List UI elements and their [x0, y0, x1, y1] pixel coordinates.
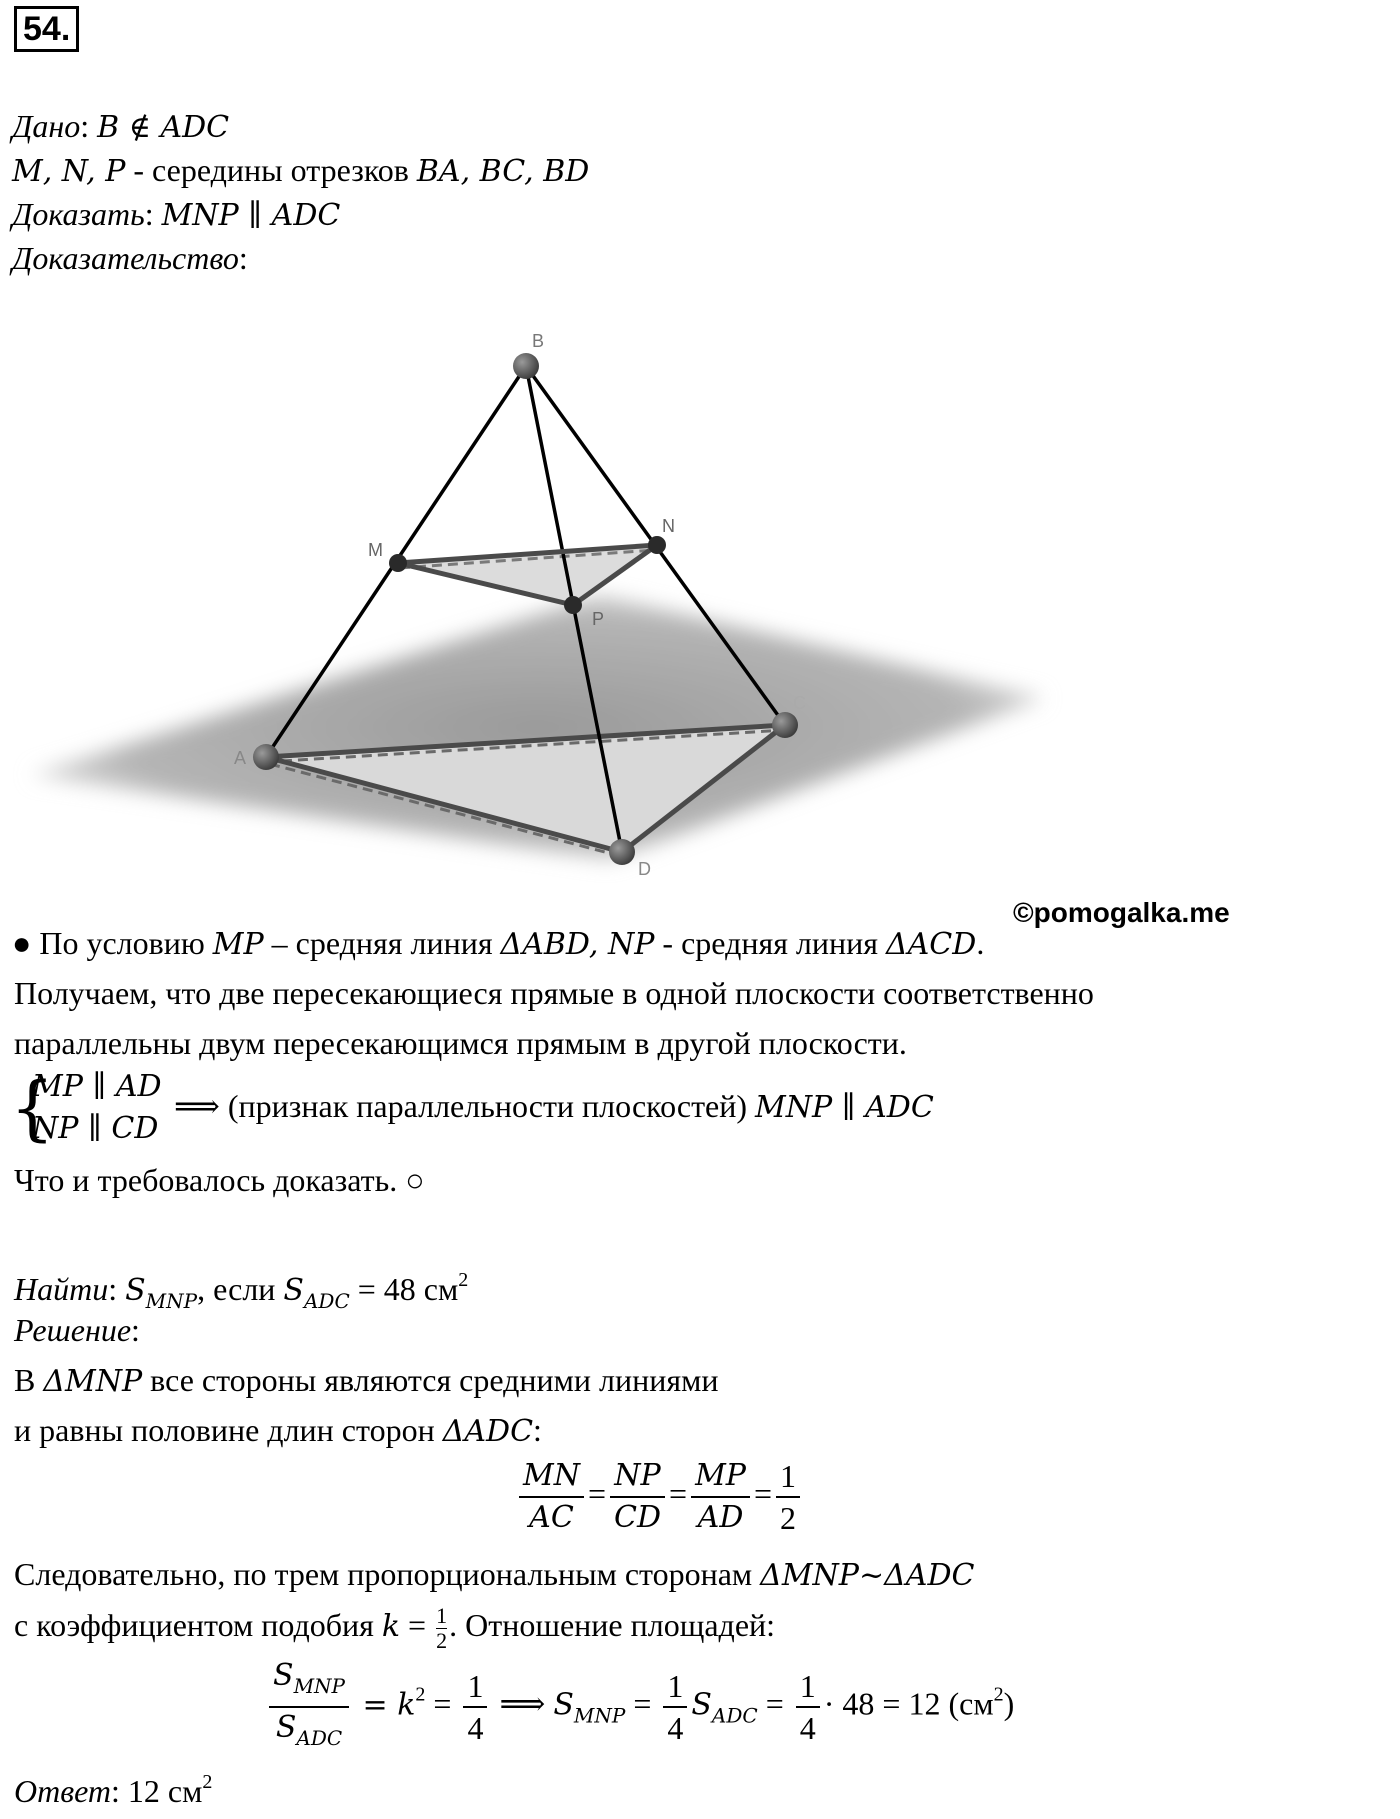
area-q2n: 1 [663, 1666, 687, 1708]
point-a [253, 744, 279, 770]
proof-mp: MP [212, 927, 264, 962]
ratio-cd: CD [614, 1500, 662, 1535]
find-eq: = 48 см [349, 1271, 459, 1307]
point-d [609, 839, 635, 865]
find-label: Найти [14, 1271, 109, 1307]
ratio-one: 1 [776, 1456, 800, 1498]
area-eq2: = [625, 1685, 660, 1722]
answer-line [14, 1762, 212, 1811]
area-s2: S [691, 1687, 712, 1723]
system-brace: { [10, 1067, 55, 1149]
label-d: D [638, 859, 651, 879]
solution-line-3 [14, 1554, 974, 1596]
find-if: , если [197, 1271, 284, 1307]
given-label: Дано [12, 108, 81, 144]
area-tail-sup: 2 [993, 1683, 1004, 1706]
sol2-b: : [533, 1412, 542, 1448]
system-mp-ad: MP ∥ AD [32, 1069, 162, 1104]
system-result: MNP ∥ ADC [755, 1090, 934, 1125]
find-s-sub: MNP [145, 1289, 198, 1313]
problem-number: 54. [14, 6, 79, 52]
area-q2d: 4 [667, 1710, 684, 1746]
ratio-np: NP [610, 1456, 665, 1498]
proof-line-3: параллельны двум пересекающимся прямым в другой плоскости. [14, 1025, 907, 1061]
find-line: Найти: $S_{MNP}$, если $S_{ADC} = 48$ $см^2$ [14, 1269, 469, 1313]
ratio-mn: MN [519, 1456, 584, 1498]
ratio-eq-3: = [753, 1475, 773, 1512]
proof-line-2: Получаем, что две пересекающиеся прямые в одной плоскости соответственно [14, 975, 1094, 1011]
area-q3d: 4 [799, 1710, 816, 1746]
sol1-a: В [14, 1362, 44, 1398]
solution-line-2 [14, 1410, 542, 1452]
pyramid-figure [0, 270, 1400, 879]
ratio-equation [515, 1456, 804, 1538]
area-fd-sub: ADC [296, 1726, 343, 1750]
system-conclusion [174, 1086, 934, 1128]
sol3-sim: ΔMNP~ΔADC [760, 1558, 975, 1593]
area-eq1: = [425, 1685, 460, 1722]
ratio-ad: AD [697, 1500, 744, 1535]
watermark: ©pomogalka.me [1013, 897, 1230, 928]
area-tail: · 48 = 12 (см [823, 1685, 994, 1722]
answer-value: : 12 см [111, 1773, 203, 1809]
solution-heading: Решение: [14, 1312, 140, 1348]
find-s: S [125, 1273, 146, 1308]
label-m: M [368, 540, 383, 560]
sol1-b: все стороны являются средними линиями [142, 1362, 719, 1398]
midpoints-text: - середины отрезков [125, 152, 417, 188]
area-q3n: 1 [796, 1666, 820, 1708]
given-line: Дано: B ∉ ADC [12, 108, 230, 145]
ratio-eq-2: = [669, 1475, 688, 1512]
point-p [564, 596, 582, 614]
ratio-mp: MP [691, 1456, 750, 1498]
find-sup: 2 [458, 1269, 469, 1291]
sol4-fd: 2 [436, 1628, 448, 1653]
point-c [772, 712, 798, 738]
answer-sup: 2 [202, 1771, 213, 1793]
area-q1n: 1 [463, 1666, 487, 1708]
area-arrow: ⟹ [491, 1685, 554, 1722]
area-s: S [553, 1687, 574, 1723]
find-s2: S [283, 1273, 304, 1308]
area-tail-end: ) [1003, 1685, 1015, 1722]
label-c: C [793, 693, 806, 713]
prove-expr: MNP ∥ ADC [161, 198, 341, 233]
ratio-eq-1: = [587, 1475, 607, 1512]
midpoints-line [12, 150, 589, 192]
area-k-sup: 2 [415, 1683, 426, 1706]
midpoints-segments: BA, BC, BD [416, 154, 590, 189]
system-np-cd: NP ∥ CD [32, 1111, 159, 1146]
label-n: N [662, 516, 675, 536]
point-n [648, 536, 666, 554]
midpoints-vars: M, N, P [12, 154, 126, 189]
point-b [513, 353, 539, 379]
sol3-a: Следовательно, по трем пропорциональным сторонам [14, 1556, 761, 1592]
proof-text-b: – средняя линия [263, 925, 501, 961]
area-eq3: = [757, 1685, 792, 1722]
area-equation [265, 1656, 1014, 1758]
system-line-2 [32, 1107, 158, 1149]
ratio-two: 2 [780, 1500, 797, 1536]
solution-line-1 [14, 1360, 718, 1402]
sol4-eq: = [400, 1606, 435, 1643]
proof-text-end: . [976, 925, 985, 961]
solution-line-4 [14, 1604, 775, 1653]
area-k: = k [353, 1687, 416, 1723]
area-s-sub: MNP [573, 1703, 626, 1728]
proof-label: Доказательство [12, 240, 239, 276]
proof-abd: ΔABD, NP [500, 927, 655, 962]
prove-line: Доказать: MNP ∥ ADC [12, 196, 341, 233]
sol4-fn: 1 [436, 1603, 448, 1628]
label-p: P [592, 609, 605, 629]
area-fn: S [273, 1658, 294, 1693]
proof-heading: Доказательство: [12, 240, 248, 276]
find-s2-sub: ADC [303, 1289, 350, 1313]
system-line-1 [32, 1065, 162, 1107]
prove-label: Доказать [12, 196, 145, 232]
proof-line-1 [12, 923, 984, 965]
point-m [389, 554, 407, 572]
area-s2-sub: ADC [711, 1703, 758, 1728]
sol2-a: и равны половине длин сторон [14, 1412, 443, 1448]
answer-label: Ответ [14, 1773, 111, 1809]
label-b: B [532, 331, 545, 351]
sol4-b: . Отношение площадей: [449, 1606, 776, 1643]
area-q1d: 4 [467, 1710, 484, 1746]
sol1-tri: ΔMNP [43, 1364, 143, 1399]
area-fn-sub: MNP [293, 1674, 345, 1698]
sol2-tri: ΔADC [442, 1414, 534, 1449]
system-text: (признак параллельности плоскостей) [219, 1088, 756, 1124]
area-fd: S [275, 1710, 297, 1745]
label-a: A [234, 748, 247, 768]
proof-text-a: ● По условию [12, 925, 213, 961]
implies-arrow: ⟹ [174, 1088, 220, 1124]
qed-line: Что и требовалось доказать. ○ [14, 1162, 425, 1198]
ratio-ac: AC [529, 1500, 574, 1535]
proof-acd: ΔACD [885, 927, 977, 962]
sol4-a: с коэффициентом подобия [14, 1606, 382, 1643]
given-expr: B ∉ ADC [97, 110, 230, 145]
solution-label: Решение [14, 1312, 132, 1348]
proof-text-c: - средняя линия [654, 925, 886, 961]
sol4-k: k [381, 1608, 401, 1644]
